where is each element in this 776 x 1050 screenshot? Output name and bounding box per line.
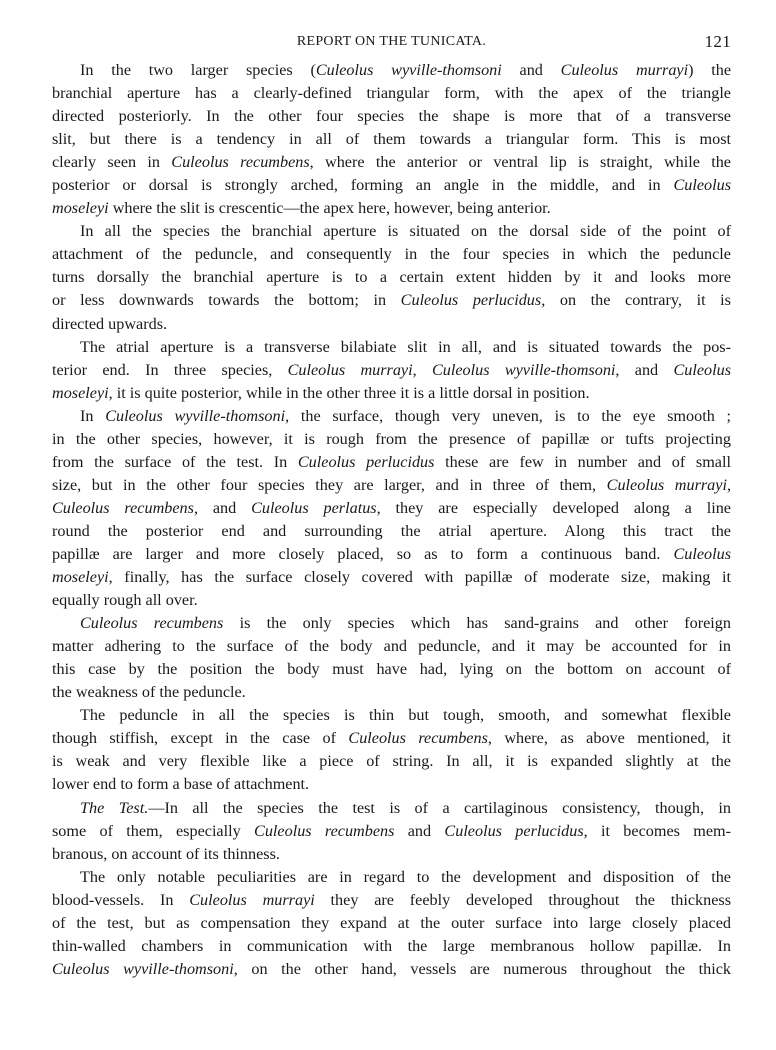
paragraph <box>52 612 731 704</box>
text-line <box>52 681 731 704</box>
text-run: of the test, but as compensation they expand at the outer surface into large closely placed <box>52 913 731 932</box>
text-line <box>52 128 731 151</box>
text-run: branous, on account of its thinness. <box>52 844 280 863</box>
text-run: , they are especially developed along a line <box>376 498 731 517</box>
text-run: , and <box>193 498 252 517</box>
paragraph <box>52 704 731 796</box>
running-title: REPORT ON THE TUNICATA. <box>296 34 487 49</box>
text-line <box>52 359 731 382</box>
text-line <box>52 105 731 128</box>
running-header <box>52 34 731 54</box>
text-run: these are few in number and of small <box>434 452 731 471</box>
text-run: clearly seen in <box>52 153 172 172</box>
text-run: branchial aperture has a clearly-defined triangular form, with the apex of the triangle <box>52 84 731 103</box>
paragraph <box>52 405 731 612</box>
text-run: matter adhering to the surface of the body and peduncle, and it may be accounted for in <box>52 637 731 656</box>
text-run: in the other species, however, it is rough from the presence of papillæ or tufts projecting <box>52 429 731 448</box>
text-run: lower end to form a base of attachment. <box>52 775 310 794</box>
italic-taxon: moseleyi <box>52 383 109 402</box>
text-run: posterior or dorsal is strongly arched, forming an angle in the middle, and in <box>52 176 674 195</box>
text-line <box>52 336 731 359</box>
text-run: is the only species which has sand-grains and other foreign <box>223 614 731 633</box>
text-run: directed posteriorly. In the other four species the shape is more that of a transverse <box>52 107 731 126</box>
text-run: ) the <box>688 61 732 79</box>
text-run: , finally, has the surface closely covered with papillæ of moderate size, making it <box>108 568 731 587</box>
text-run: , and <box>615 360 674 379</box>
text-run: , it is quite posterior, while in the other three it is a little dorsal in position. <box>108 383 590 402</box>
text-run: size, but in the other four species they are larger, and in three of them, <box>52 475 607 494</box>
text-line <box>52 820 731 843</box>
text-run: , <box>726 475 732 494</box>
text-run: papillæ are larger and more closely placed, so as to form a continuous band. <box>52 544 674 563</box>
text-line <box>52 843 731 866</box>
text-run: some of them, especially <box>52 821 255 840</box>
text-line <box>52 197 731 220</box>
italic-taxon: Culeolus recumbens <box>171 153 310 172</box>
text-line <box>52 635 731 658</box>
text-run: In the two larger species ( <box>80 61 316 79</box>
text-run: though stiffish, except in the case of <box>52 729 349 748</box>
text-line <box>52 313 731 336</box>
text-run: attachment of the peduncle, and consequently in the four species in which the peduncle <box>52 245 731 264</box>
text-line <box>52 382 731 405</box>
text-run: , on the contrary, it is <box>541 291 731 310</box>
italic-taxon: Culeolus recumbens <box>80 614 224 633</box>
text-run: , where, as above mentioned, it <box>487 729 731 748</box>
italic-taxon: Culeolus wyville-thomsoni <box>52 959 234 978</box>
text-line <box>52 889 731 912</box>
text-line <box>52 543 731 566</box>
italic-taxon: Culeolus perlatus <box>251 498 377 517</box>
paragraph <box>52 797 731 866</box>
text-run: and <box>501 61 561 79</box>
text-line <box>52 174 731 197</box>
paragraph <box>52 59 731 220</box>
italic-taxon: Culeolus murrayi <box>189 890 315 909</box>
text-run: , where the anterior or ventral lip is straight, while the <box>309 153 731 172</box>
page-number: 121 <box>704 32 731 51</box>
text-line <box>52 243 731 266</box>
text-run: the weakness of the peduncle. <box>52 683 246 702</box>
text-run: they are feebly developed throughout the thickness <box>314 890 731 909</box>
italic-taxon: Culeolus recumbens <box>348 729 488 748</box>
italic-taxon: Culeolus <box>673 176 731 195</box>
text-run: , the surface, though very uneven, is to the eye smooth ; <box>285 406 732 425</box>
text-run: In <box>80 406 106 425</box>
text-run: is weak and very flexible like a piece of string. In all, it is expanded slightly at the <box>52 752 731 771</box>
text-line <box>52 958 731 981</box>
text-line <box>52 589 731 612</box>
text-line <box>52 289 731 312</box>
text-run: The atrial aperture is a transverse bilabiate slit in all, and is situated towards the pos- <box>80 337 731 356</box>
text-line <box>52 658 731 681</box>
italic-taxon: Culeolus recumbens <box>52 498 194 517</box>
text-line <box>52 428 731 451</box>
text-line <box>52 797 731 820</box>
text-line <box>52 935 731 958</box>
text-run: thin-walled chambers in communication with the large membranous hollow papillæ. In <box>52 936 731 955</box>
paragraph <box>52 866 731 981</box>
paragraph <box>52 220 731 335</box>
body-text <box>52 59 731 981</box>
text-run: or less downwards towards the bottom; in <box>52 291 401 310</box>
italic-taxon: moseleyi <box>52 568 109 587</box>
italic-taxon: Culeolus wyville-thomsoni <box>105 406 286 425</box>
text-run: In all the species the branchial aperture is situated on the dorsal side of the point of <box>80 222 731 241</box>
italic-taxon: Culeolus perlucidus <box>400 291 542 310</box>
text-run: blood-vessels. In <box>52 890 190 909</box>
text-line <box>52 59 731 82</box>
italic-taxon: Culeolus murrayi <box>606 475 727 494</box>
text-run: and <box>394 821 445 840</box>
text-line <box>52 405 731 428</box>
text-line <box>52 750 731 773</box>
text-run: The peduncle in all the species is thin but tough, smooth, and somewhat flexible <box>80 706 731 725</box>
text-line <box>52 727 731 750</box>
text-line <box>52 520 731 543</box>
text-line <box>52 151 731 174</box>
text-line <box>52 704 731 727</box>
text-run: , it becomes mem- <box>583 821 731 840</box>
text-run: —In all the species the test is of a cartilaginous consistency, though, in <box>148 798 732 817</box>
text-line <box>52 266 731 289</box>
text-run: directed upwards. <box>52 314 168 333</box>
italic-taxon: Culeolus murrayi <box>287 360 413 379</box>
paragraph <box>52 336 731 405</box>
text-run: from the surface of the test. In <box>52 452 298 471</box>
text-run: The only notable peculiarities are in regard to the development and disposition of the <box>80 867 731 886</box>
italic-taxon: Culeolus murrayi <box>560 61 689 79</box>
text-line <box>52 566 731 589</box>
text-line <box>52 773 731 796</box>
text-run: , on the other hand, vessels are numerous throughout the thick <box>233 959 731 978</box>
text-line <box>52 220 731 243</box>
text-line <box>52 866 731 889</box>
text-line <box>52 497 731 520</box>
text-run: round the posterior end and surrounding the atrial aperture. Along this tract the <box>52 521 731 540</box>
italic-taxon: Culeolus perlucidus <box>297 452 435 471</box>
text-run: slit, but there is a tendency in all of them towards a triangular form. This is most <box>52 130 731 149</box>
text-run: equally rough all over. <box>52 591 198 610</box>
italic-taxon: Culeolus wyville-thomsoni <box>431 360 616 379</box>
text-run: this case by the position the body must have had, lying on the bottom on account of <box>52 660 731 679</box>
italic-taxon: Culeolus perlucidus <box>444 821 584 840</box>
text-run: terior end. In three species, <box>52 360 288 379</box>
italic-taxon: The Test. <box>80 798 149 817</box>
text-line <box>52 612 731 635</box>
italic-taxon: Culeolus <box>673 360 732 379</box>
italic-taxon: Culeolus recumbens <box>254 821 395 840</box>
text-line <box>52 451 731 474</box>
italic-taxon: moseleyi <box>52 199 109 218</box>
text-line <box>52 82 731 105</box>
italic-taxon: Culeolus <box>673 544 731 563</box>
text-run: turns dorsally the branchial aperture is to a certain extent hidden by it and looks more <box>52 268 731 287</box>
text-run: , <box>412 360 432 379</box>
italic-taxon: Culeolus wyville-thomsoni <box>315 61 502 79</box>
text-line <box>52 912 731 935</box>
text-run: where the slit is crescentic—the apex here, however, being anterior. <box>108 199 551 218</box>
text-line <box>52 474 731 497</box>
